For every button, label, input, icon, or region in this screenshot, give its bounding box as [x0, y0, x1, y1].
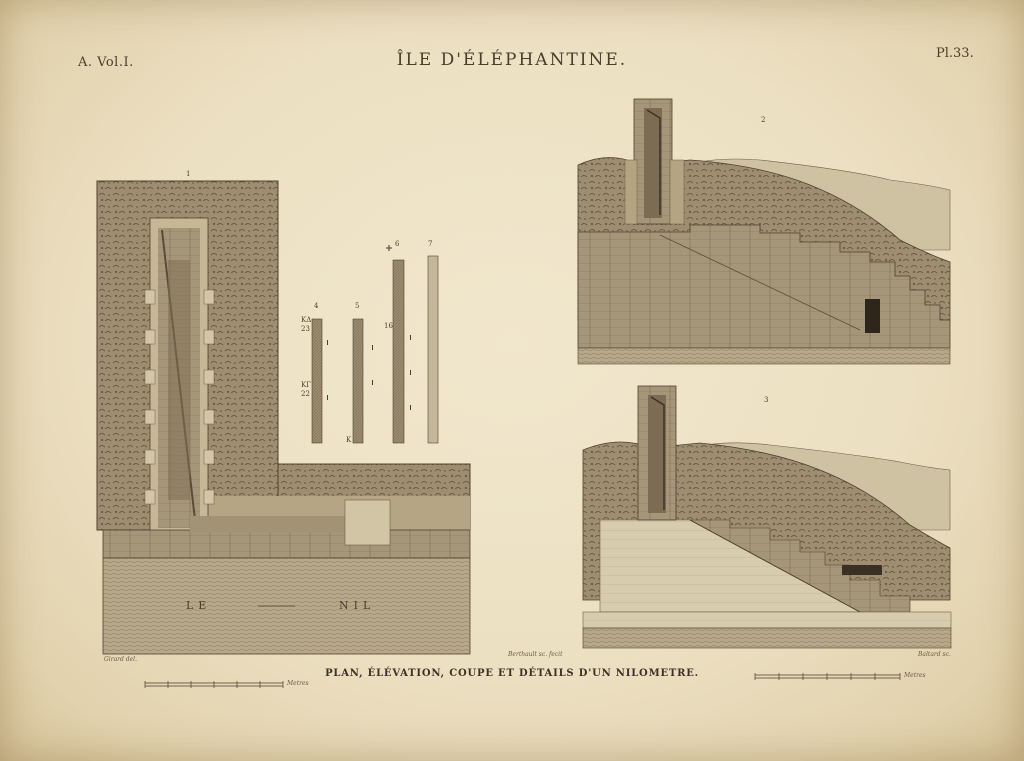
detail-mark-kdelta: KΔ [301, 316, 312, 324]
figure-2-number: 2 [761, 116, 766, 124]
detail-mark-16: 16 [384, 322, 393, 330]
detail-figures [312, 245, 438, 443]
detail-mark-k: K [346, 436, 352, 444]
figure-6-number: 6 [395, 240, 400, 248]
credit-engraver: Berthault sc. fecit [508, 651, 563, 658]
figure-2-elevation [578, 99, 950, 364]
volume-label: A. Vol.I. [78, 55, 134, 70]
river-label-nil: NIL [339, 599, 376, 612]
detail-mark-kgamma: KΓ [301, 381, 312, 389]
detail-mark-22: 22 [301, 390, 310, 398]
figure-3-section [583, 386, 951, 648]
figure-1-number: 1 [186, 170, 191, 178]
scale-label-left: Metres [287, 680, 309, 687]
figure-4-number: 4 [314, 302, 319, 310]
credit-engraver-right: Baltard sc. [918, 651, 951, 658]
figure-3-number: 3 [764, 396, 769, 404]
credit-draughtsman: Girard del. [104, 656, 137, 663]
plate-number: Pl.33. [936, 46, 974, 61]
river-label-le: LE [186, 599, 212, 612]
detail-mark-23: 23 [301, 325, 310, 333]
figure-1-plan [97, 181, 470, 654]
scale-label-right: Metres [904, 672, 926, 679]
figure-5-number: 5 [355, 302, 360, 310]
figure-7-number: 7 [428, 240, 433, 248]
plate-title: ÎLE D'ÉLÉPHANTINE. [396, 50, 628, 70]
plate-caption: PLAN, ÉLÉVATION, COUPE ET DÉTAILS D'UN NILOMETRE. [325, 668, 699, 679]
